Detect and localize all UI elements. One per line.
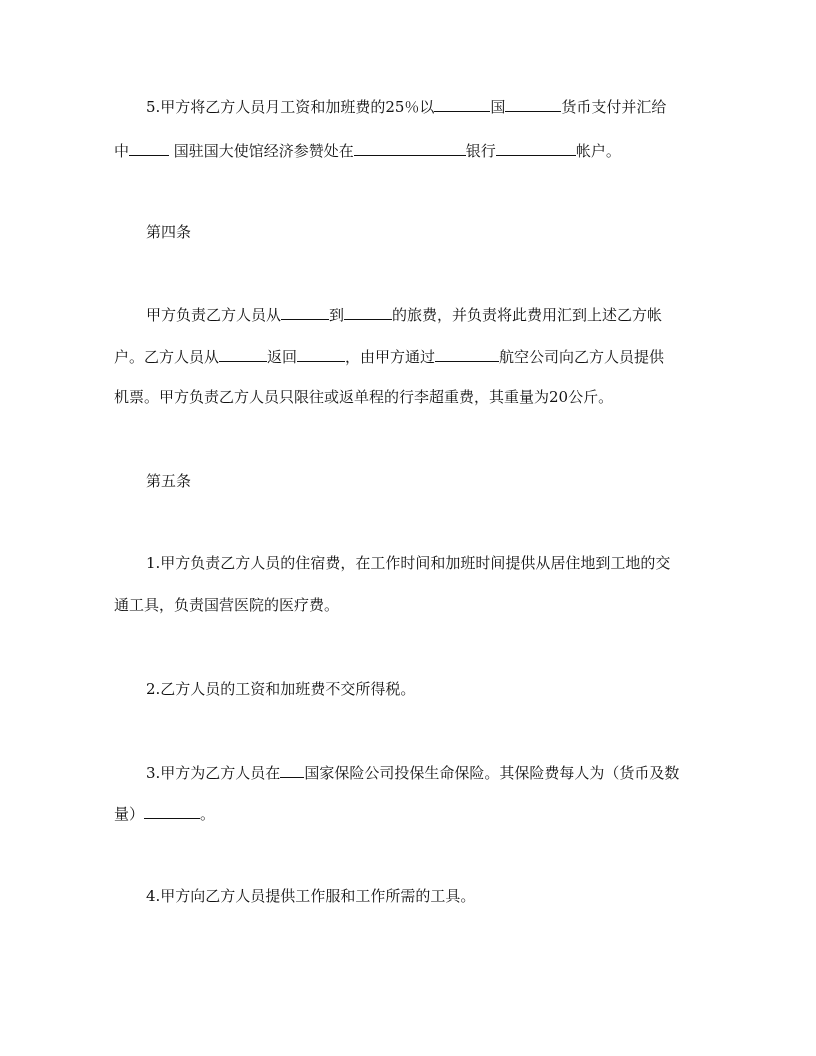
blank-field bbox=[505, 97, 561, 112]
text: 银行 bbox=[465, 142, 496, 160]
text: 。 bbox=[200, 805, 216, 823]
article-4-line-2 bbox=[114, 347, 664, 367]
text: 国驻国大使馆经济参赞处在 bbox=[169, 142, 354, 160]
blank-field bbox=[435, 347, 499, 362]
blank-field bbox=[219, 347, 267, 362]
article-4-line-3: 机票。甲方负责乙方人员只限往或返单程的行李超重费，其重量为20公斤。 bbox=[114, 388, 614, 406]
blank-field bbox=[129, 141, 169, 156]
text: 5.甲方将乙方人员月工资和加班费的25％以 bbox=[146, 98, 435, 116]
text: 返回 bbox=[267, 348, 298, 366]
text: 航空公司向乙方人员提供 bbox=[499, 348, 665, 366]
blank-field bbox=[281, 305, 329, 320]
article-5-item-2: 2.乙方人员的工资和加班费不交所得税。 bbox=[146, 680, 416, 698]
text: 国 bbox=[490, 98, 506, 116]
text: 户。乙方人员从 bbox=[114, 348, 220, 366]
blank-field bbox=[434, 97, 490, 112]
text: 国家保险公司投保生命保险。其保险费每人为（货币及数 bbox=[304, 764, 680, 782]
article-5-item-1-line-2: 通工具，负责国营医院的医疗费。 bbox=[114, 596, 340, 614]
text: 的旅费，并负责将此费用汇到上述乙方帐 bbox=[392, 306, 663, 324]
text: 中 bbox=[114, 142, 130, 160]
blank-field bbox=[280, 763, 304, 778]
blank-field bbox=[144, 804, 200, 819]
blank-field bbox=[496, 141, 576, 156]
text: 量） bbox=[114, 805, 145, 823]
article-5-item-3-line-1 bbox=[146, 763, 679, 783]
text: 货币支付并汇给 bbox=[561, 98, 667, 116]
paragraph-5-line-1 bbox=[146, 97, 666, 117]
article-4-heading: 第四条 bbox=[146, 223, 192, 241]
article-5-item-4: 4.甲方向乙方人员提供工作服和工作所需的工具。 bbox=[146, 887, 476, 905]
text: 帐户。 bbox=[575, 142, 621, 160]
blank-field bbox=[354, 141, 466, 156]
text: 到 bbox=[329, 306, 345, 324]
blank-field bbox=[344, 305, 392, 320]
text: 甲方负责乙方人员从 bbox=[146, 306, 282, 324]
article-5-heading: 第五条 bbox=[146, 472, 192, 490]
text: 3.甲方为乙方人员在 bbox=[146, 764, 281, 782]
blank-field bbox=[297, 347, 345, 362]
article-5-item-3-line-2 bbox=[114, 804, 215, 824]
article-4-line-1 bbox=[146, 305, 662, 325]
article-5-item-1-line-1: 1.甲方负责乙方人员的住宿费，在工作时间和加班时间提供从居住地到工地的交 bbox=[146, 554, 671, 572]
paragraph-5-line-2 bbox=[114, 141, 621, 161]
text: ，由甲方通过 bbox=[345, 348, 436, 366]
